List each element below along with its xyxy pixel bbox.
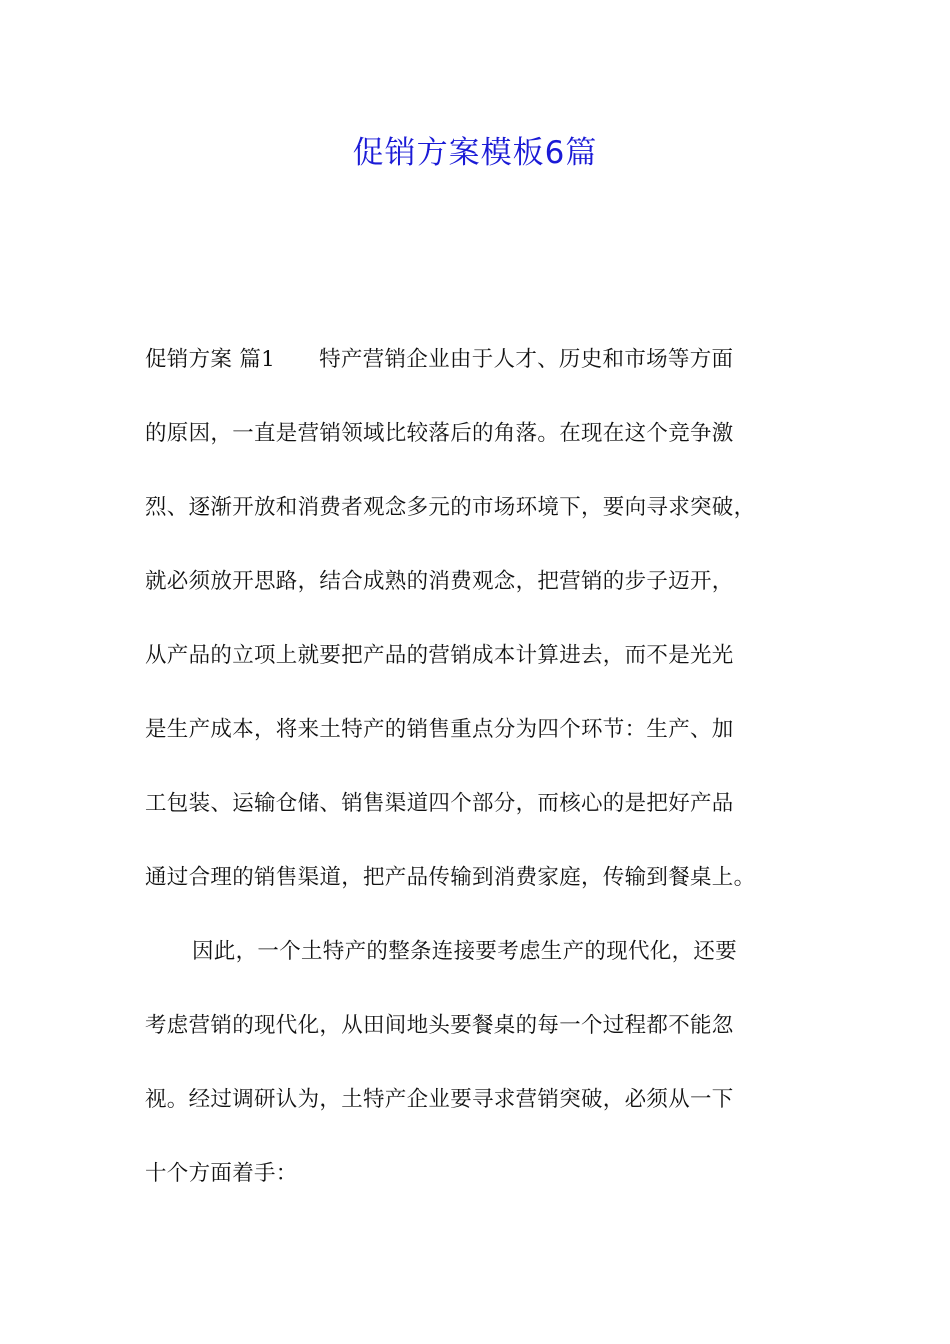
paragraph-1-line: 的原因，一直是营销领域比较落后的角落。在现在这个竞争激 [145, 421, 734, 446]
section-heading: 促销方案 篇1 [145, 347, 276, 372]
paragraph-2-line: 视。经过调研认为，土特产企业要寻求营销突破，必须从一下 [145, 1087, 734, 1112]
document-body [145, 335, 810, 1223]
paragraph-2-line: 十个方面着手： [145, 1161, 298, 1186]
paragraph-1-line: 是生产成本，将来土特产的销售重点分为四个环节：生产、加 [145, 717, 734, 742]
paragraph-1-line: 从产品的立项上就要把产品的营销成本计算进去，而不是光光 [145, 643, 734, 668]
paragraph-1-first-line-text: 特产营销企业由于人才、历史和市场等方面 [319, 347, 734, 372]
paragraph-2-line: 考虑营销的现代化，从田间地头要餐桌的每一个过程都不能忽 [145, 1013, 734, 1038]
paragraph-2-line: 因此，一个土特产的整条连接要考虑生产的现代化，还要 [192, 939, 738, 964]
document-title: 促销方案模板6篇 [352, 135, 598, 171]
paragraph-1-line: 工包装、运输仓储、销售渠道四个部分，而核心的是把好产品 [145, 791, 734, 816]
paragraph-1-line-1 [145, 335, 810, 409]
paragraph-1-line: 通过合理的销售渠道，把产品传输到消费家庭，传输到餐桌上。 [145, 865, 756, 890]
paragraph-1-line: 就必须放开思路，结合成熟的消费观念，把营销的步子迈开， [145, 569, 734, 594]
paragraph-1-line: 烈、逐渐开放和消费者观念多元的市场环境下，要向寻求突破， [145, 495, 756, 520]
